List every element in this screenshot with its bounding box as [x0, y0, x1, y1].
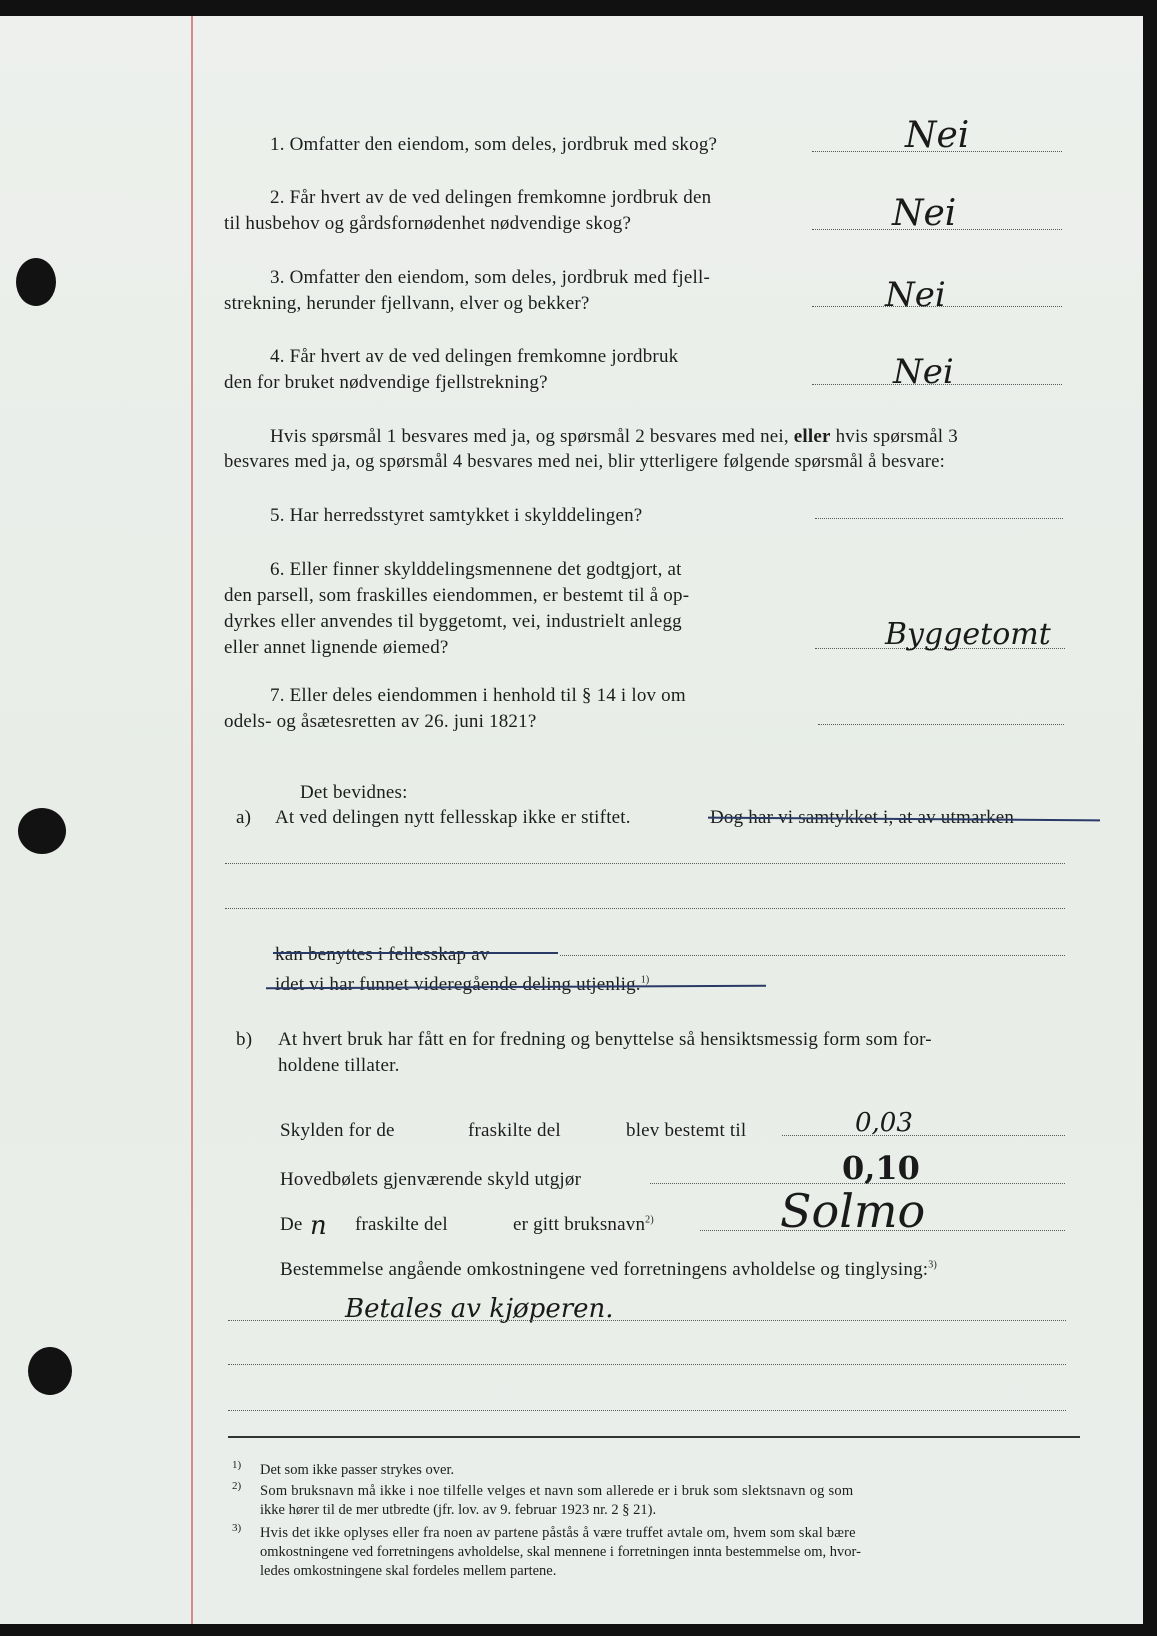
bruksnavn-value: Solmo: [780, 1184, 926, 1238]
footnote-2-mark: 2): [232, 1480, 242, 1492]
bruksnavn-label-c: [513, 1215, 654, 1234]
item-b-line-1: At hvert bruk har fått en for fredning og benyttelse så hensiktsmessig form som for-: [278, 1029, 932, 1050]
answer-line-7: [818, 724, 1064, 725]
question-6-line-3: dyrkes eller anvendes til byggetomt, vei, industrielt anlegg: [224, 611, 682, 632]
footnote-3-line-2: omkostningene ved forretningens avholdelse, skal mennene i forretningen innta bestemmelse om, hvor-: [260, 1544, 861, 1560]
item-b-line-2: holdene tillater.: [278, 1055, 400, 1076]
omkostning-label-text: Bestemmelse angående omkostningene ved forretningens avholdelse og tinglysing:: [280, 1259, 929, 1280]
omkostning-label: [280, 1260, 937, 1279]
punch-hole-top: [16, 258, 56, 306]
skyld-label-a: Skylden for de: [280, 1120, 395, 1141]
omkostning-line-3: [228, 1410, 1066, 1411]
condition-line-2: besvares med ja, og spørsmål 4 besvares med nei, blir ytterligere følgende spørsmål å besvare:: [224, 451, 946, 472]
footnote-rule: [228, 1436, 1080, 1438]
condition-text-a: Hvis spørsmål 1 besvares med ja, og spørsmål 2 besvares med nei,: [270, 426, 789, 447]
question-4-line-2: den for bruket nødvendige fjellstrekning?: [224, 372, 548, 393]
skyld-line: [782, 1135, 1065, 1136]
bruksnavn-label-a: De: [280, 1214, 303, 1235]
skyld-label-c: blev bestemt til: [626, 1120, 747, 1141]
omkostning-line-2: [228, 1364, 1066, 1365]
bruksnavn-label-b: fraskilte del: [355, 1214, 448, 1235]
item-b-label: b): [236, 1029, 253, 1050]
answer-6: Byggetomt: [885, 617, 1051, 652]
footnote-3-mark: 3): [232, 1522, 242, 1534]
strikethrough-a-2: [273, 952, 558, 954]
question-4-line-1: 4. Får hvert av de ved delingen fremkomne jordbruk: [270, 346, 679, 367]
scan-border-top: [0, 0, 1157, 16]
item-a-struck-text-2: kan benyttes i fellesskap av: [275, 944, 490, 965]
question-5: 5. Har herredsstyret samtykket i skylddelingen?: [270, 505, 643, 526]
omkostning-value: Betales av kjøperen.: [345, 1294, 614, 1324]
question-2-line-2: til husbehov og gårdsfornødenhet nødvendige skog?: [224, 213, 632, 234]
item-a-struck-text: Dog har vi samtykket i, at av utmarken: [710, 807, 1015, 828]
question-6-line-4: eller annet lignende øiemed?: [224, 637, 449, 658]
answer-3: Nei: [885, 275, 946, 315]
answer-1: Nei: [905, 115, 970, 156]
answer-line-5: [815, 518, 1063, 519]
condition-emphasis: eller: [793, 426, 831, 447]
condition-text-c: hvis spørsmål 3: [835, 426, 958, 447]
blank-line-a-2: [225, 908, 1065, 909]
item-a-struck-text-3: [275, 975, 649, 994]
item-a-struck-text-3-main: idet vi har funnet videregående deling utjenlig.: [275, 974, 641, 995]
blank-line-a-1: [225, 863, 1065, 864]
condition-line-1: [270, 427, 958, 446]
question-6-line-1: 6. Eller finner skylddelingsmennene det godtgjort, at: [270, 559, 682, 580]
punch-hole-middle: [18, 808, 66, 854]
footnote-3-line-3: ledes omkostningene skal fordeles mellem partene.: [260, 1563, 557, 1579]
omkostning-line-1: [228, 1320, 1066, 1321]
skyld-label-b: fraskilte del: [468, 1120, 561, 1141]
question-3-line-2: strekning, herunder fjellvann, elver og bekker?: [224, 293, 590, 314]
footnote-3-line-1: Hvis det ikke oplyses eller fra noen av partene påstås å være truffet avtale om, hvem som skal bære: [260, 1525, 856, 1541]
blank-line-a-3: [560, 955, 1065, 956]
footnote-ref-3: 3): [928, 1259, 937, 1271]
punch-hole-bottom: [28, 1347, 72, 1395]
footnote-ref-1: 1): [640, 974, 650, 986]
footnote-1-mark: 1): [232, 1459, 242, 1471]
scan-border-right: [1143, 0, 1157, 1636]
bruksnavn-label-c-text: er gitt bruksnavn: [513, 1214, 646, 1235]
question-2-line-1: 2. Får hvert av de ved delingen fremkomne jordbruk den: [270, 187, 712, 208]
footnote-1: Det som ikke passer strykes over.: [260, 1462, 455, 1478]
hovedbol-value: 0,10: [842, 1149, 920, 1187]
footnote-2-line-2: ikke hører til de mer utbredte (jfr. lov. av 9. februar 1923 nr. 2 § 21).: [260, 1502, 657, 1518]
scan-border-bottom: [0, 1624, 1157, 1636]
question-6-line-2: den parsell, som fraskilles eiendommen, er bestemt til å op-: [224, 585, 690, 606]
footnote-2-line-1: Som bruksnavn må ikke i noe tilfelle velges et navn som allerede er i bruk som slektsnavn og som: [260, 1483, 854, 1499]
footnote-ref-2: 2): [645, 1214, 654, 1226]
answer-4: Nei: [893, 352, 954, 392]
margin-line: [191, 16, 193, 1624]
question-7-line-1: 7. Eller deles eiendommen i henhold til § 14 i lov om: [270, 685, 686, 706]
certification-heading: Det bevidnes:: [300, 782, 408, 803]
item-a-text: At ved delingen nytt fellesskap ikke er stiftet.: [275, 807, 631, 828]
hovedbol-label: Hovedbølets gjenværende skyld utgjør: [280, 1169, 582, 1190]
question-7-line-2: odels- og åsætesretten av 26. juni 1821?: [224, 711, 537, 732]
question-1: 1. Omfatter den eiendom, som deles, jordbruk med skog?: [270, 134, 718, 155]
skyld-value: 0,03: [855, 1108, 913, 1138]
answer-2: Nei: [892, 193, 957, 234]
item-a-label: a): [236, 807, 252, 828]
bruksnavn-handwritten-n: n: [310, 1211, 327, 1241]
question-3-line-1: 3. Omfatter den eiendom, som deles, jordbruk med fjell-: [270, 267, 710, 288]
